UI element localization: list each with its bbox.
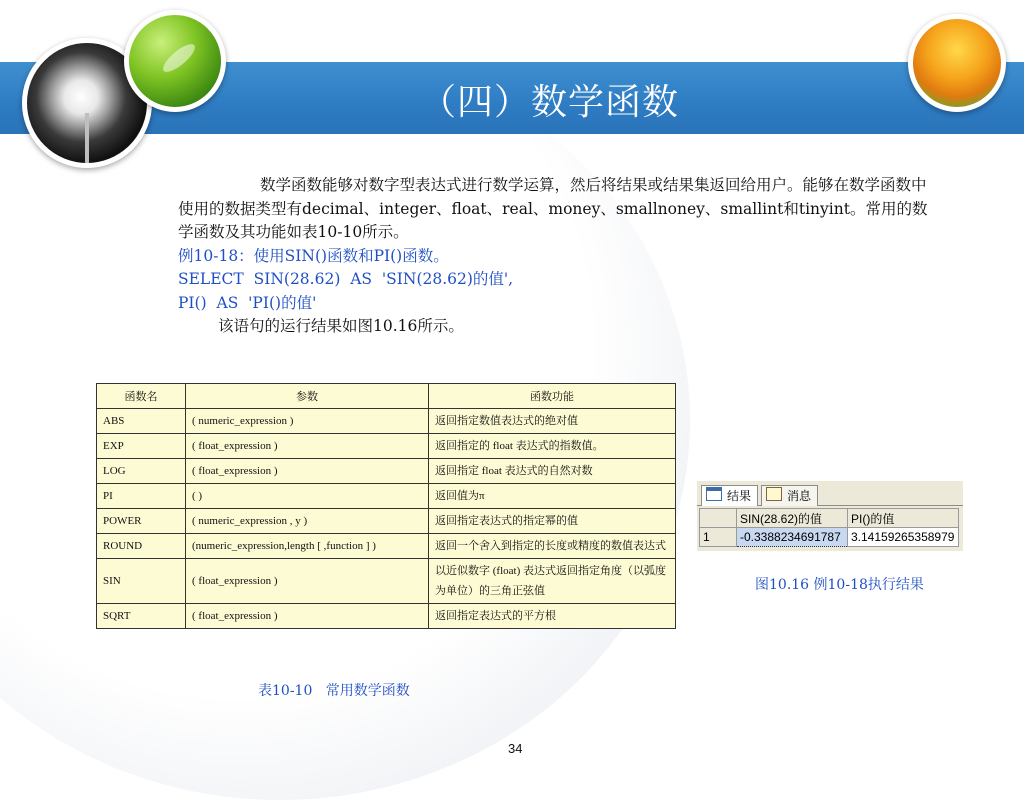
column-header[interactable]: SIN(28.62)的值: [737, 509, 848, 528]
result-cell[interactable]: -0.3388234691787: [737, 528, 848, 547]
table-cell: 返回指定表达式的指定幂的值: [429, 509, 676, 534]
table-cell: ( float_expression ): [186, 434, 429, 459]
table-cell: ABS: [97, 409, 186, 434]
query-result-panel: [697, 481, 963, 551]
table-cell: LOG: [97, 459, 186, 484]
row-number[interactable]: 1: [700, 528, 737, 547]
tab-messages-label: 消息: [787, 489, 812, 503]
figure-caption: 图10.16 例10-18执行结果: [755, 577, 924, 593]
body-text: [178, 174, 928, 339]
table-cell: ROUND: [97, 534, 186, 559]
table-row: [97, 559, 676, 604]
table-cell: ( numeric_expression , y ): [186, 509, 429, 534]
message-icon: [766, 487, 782, 501]
table-cell: ( float_expression ): [186, 459, 429, 484]
table-cell: ( float_expression ): [186, 559, 429, 604]
grid-icon: [706, 487, 722, 501]
table-cell: (numeric_expression,length [ ,function ] ): [186, 534, 429, 559]
table-row: [97, 459, 676, 484]
table-cell: SQRT: [97, 604, 186, 629]
result-tab-bar: [697, 483, 963, 506]
table-cell: PI: [97, 484, 186, 509]
tulip-image: [908, 14, 1006, 112]
table-cell: 返回指定表达式的平方根: [429, 604, 676, 629]
table-row: [97, 409, 676, 434]
result-cell[interactable]: 3.14159265358979: [848, 528, 959, 547]
tab-results[interactable]: [701, 485, 758, 506]
corner-cell: [700, 509, 737, 528]
column-header[interactable]: PI()的值: [848, 509, 959, 528]
table-cell: POWER: [97, 509, 186, 534]
table-caption: 表10-10 常用数学函数: [258, 683, 410, 699]
table-cell: 以近似数字 (float) 表达式返回指定角度（以弧度为单位）的三角正弦值: [429, 559, 676, 604]
page-number: 34: [508, 741, 523, 756]
table-cell: 返回指定 float 表达式的自然对数: [429, 459, 676, 484]
example-heading: 例10-18：使用SIN()函数和PI()函数。: [178, 246, 449, 265]
tab-results-label: 结果: [727, 489, 752, 503]
code-line-2: PI() AS 'PI()的值': [178, 293, 317, 312]
table-cell: 返回一个舍入到指定的长度或精度的数值表达式: [429, 534, 676, 559]
code-line-1: SELECT SIN(28.62) AS 'SIN(28.62)的值',: [178, 270, 514, 288]
table-row: [97, 484, 676, 509]
leaf-image: [124, 10, 226, 112]
table-cell: 返回值为π: [429, 484, 676, 509]
result-header-row: [700, 509, 959, 528]
table-cell: ( ): [186, 484, 429, 509]
table-cell: ( numeric_expression ): [186, 409, 429, 434]
table-row: [97, 604, 676, 629]
table-row: [97, 534, 676, 559]
table-cell: 返回指定数值表达式的绝对值: [429, 409, 676, 434]
table-header: 函数名: [97, 384, 186, 409]
table-row: [97, 434, 676, 459]
table-cell: SIN: [97, 559, 186, 604]
result-row: [700, 528, 959, 547]
table-row: [97, 509, 676, 534]
table-cell: ( float_expression ): [186, 604, 429, 629]
table-cell: EXP: [97, 434, 186, 459]
table-header-row: [97, 384, 676, 409]
slide-title: （四）数学函数: [420, 82, 680, 123]
result-note: 该语句的运行结果如图10.16所示。: [218, 317, 464, 335]
table-cell: 返回指定的 float 表达式的指数值。: [429, 434, 676, 459]
tab-messages[interactable]: [761, 485, 818, 506]
function-table: [96, 383, 676, 629]
table-header: 参数: [186, 384, 429, 409]
table-header: 函数功能: [429, 384, 676, 409]
result-grid: [699, 508, 959, 547]
intro-paragraph: 数学函数能够对数字型表达式进行数学运算，然后将结果或结果集返回给用户。能够在数学函数中使用的数据类型有decimal、integer、float、real、money、smallnoney、smallint和tinyint。常用的数学函数及其功能如表10-10所示。: [178, 176, 928, 241]
